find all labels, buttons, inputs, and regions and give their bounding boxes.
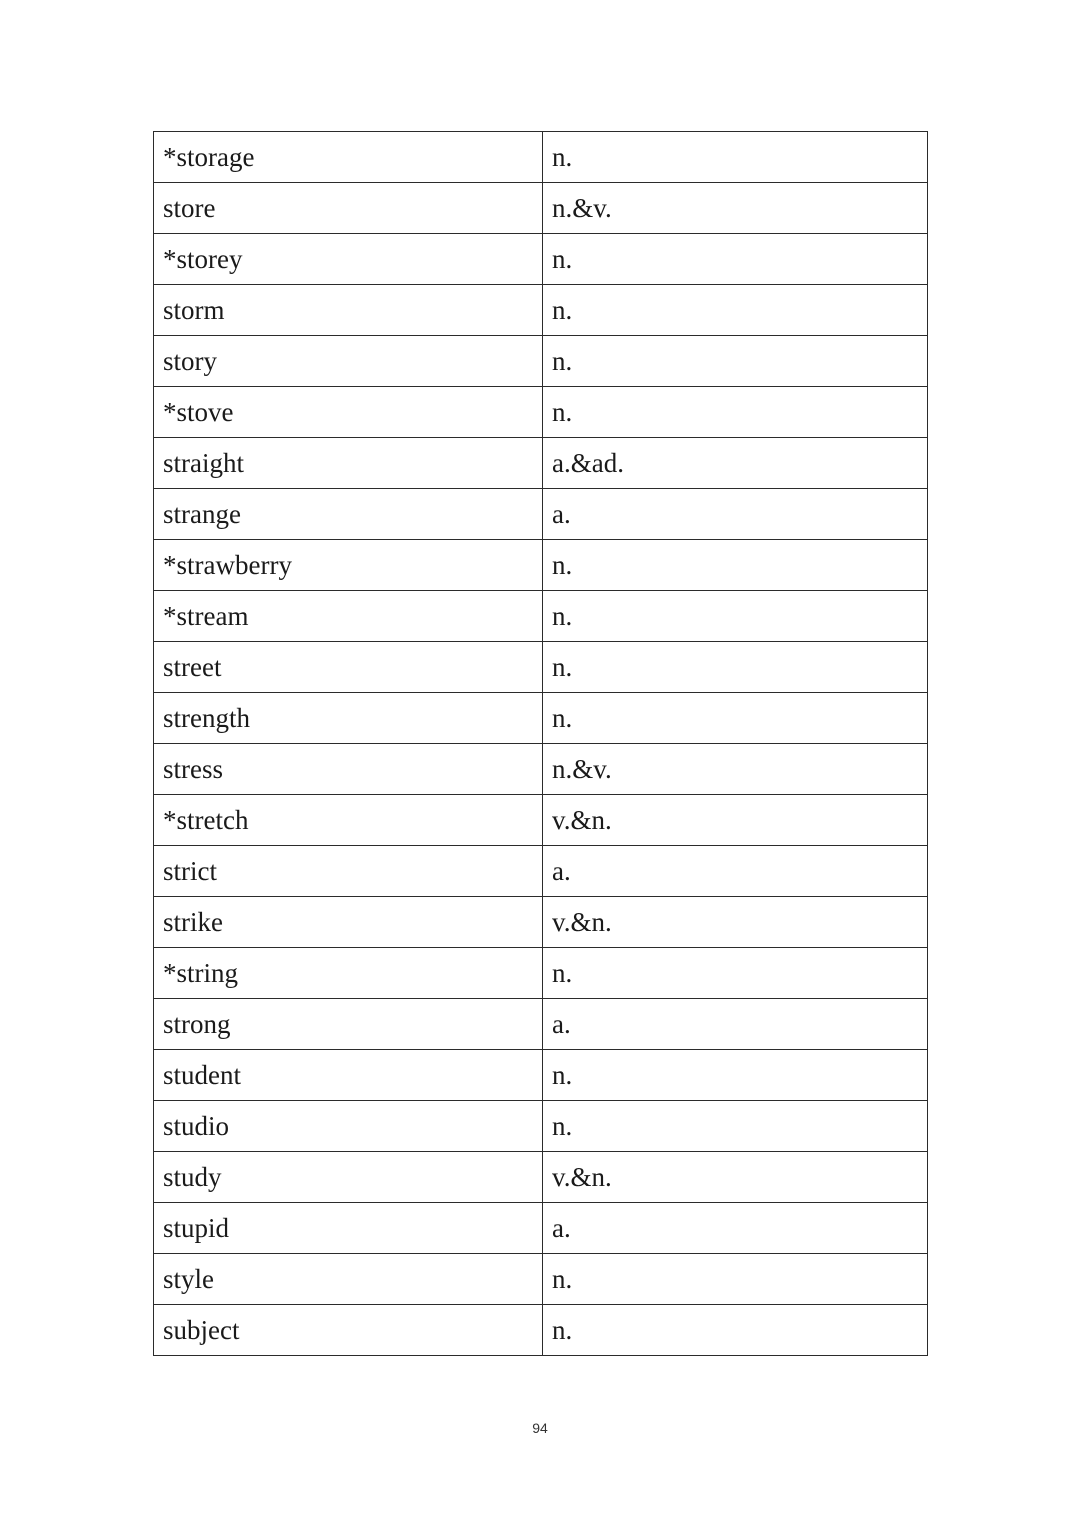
part-of-speech-cell: n.: [543, 1101, 928, 1152]
word-cell: strict: [154, 846, 543, 897]
part-of-speech-cell: n.: [543, 336, 928, 387]
word-cell: strength: [154, 693, 543, 744]
page-number: 94: [532, 1420, 548, 1436]
table-row: [154, 489, 928, 540]
word-cell: *stream: [154, 591, 543, 642]
word-cell: *stove: [154, 387, 543, 438]
table-row: [154, 744, 928, 795]
table-row: [154, 999, 928, 1050]
part-of-speech-cell: n.: [543, 387, 928, 438]
part-of-speech-cell: a.: [543, 999, 928, 1050]
table-row: [154, 234, 928, 285]
word-cell: strong: [154, 999, 543, 1050]
word-cell: *storey: [154, 234, 543, 285]
word-cell: straight: [154, 438, 543, 489]
table-row: [154, 948, 928, 999]
table-row: [154, 1254, 928, 1305]
table-row: [154, 897, 928, 948]
table-row: [154, 1050, 928, 1101]
word-cell: study: [154, 1152, 543, 1203]
word-cell: *strawberry: [154, 540, 543, 591]
part-of-speech-cell: n.: [543, 1050, 928, 1101]
part-of-speech-cell: n.: [543, 540, 928, 591]
part-of-speech-cell: n.: [543, 948, 928, 999]
word-cell: subject: [154, 1305, 543, 1356]
part-of-speech-cell: a.: [543, 1203, 928, 1254]
part-of-speech-cell: n.: [543, 132, 928, 183]
part-of-speech-cell: n.&v.: [543, 744, 928, 795]
part-of-speech-cell: n.&v.: [543, 183, 928, 234]
word-cell: strange: [154, 489, 543, 540]
part-of-speech-cell: v.&n.: [543, 1152, 928, 1203]
table-row: [154, 1203, 928, 1254]
part-of-speech-cell: v.&n.: [543, 897, 928, 948]
table-row: [154, 693, 928, 744]
table-row: [154, 795, 928, 846]
table-row: [154, 591, 928, 642]
table-row: [154, 642, 928, 693]
table-row: [154, 1305, 928, 1356]
table-row: [154, 285, 928, 336]
word-cell: *string: [154, 948, 543, 999]
part-of-speech-cell: a.: [543, 846, 928, 897]
table-row: [154, 183, 928, 234]
part-of-speech-cell: a.: [543, 489, 928, 540]
table-row: [154, 1152, 928, 1203]
table-row: [154, 336, 928, 387]
word-cell: *storage: [154, 132, 543, 183]
table-row: [154, 1101, 928, 1152]
table-row: [154, 438, 928, 489]
part-of-speech-cell: a.&ad.: [543, 438, 928, 489]
part-of-speech-cell: n.: [543, 1254, 928, 1305]
word-cell: street: [154, 642, 543, 693]
part-of-speech-cell: n.: [543, 693, 928, 744]
table-row: [154, 846, 928, 897]
vocabulary-table: [153, 131, 928, 1356]
word-cell: store: [154, 183, 543, 234]
word-cell: storm: [154, 285, 543, 336]
table-row: [154, 132, 928, 183]
part-of-speech-cell: n.: [543, 285, 928, 336]
part-of-speech-cell: n.: [543, 591, 928, 642]
table-row: [154, 540, 928, 591]
part-of-speech-cell: n.: [543, 234, 928, 285]
word-cell: stress: [154, 744, 543, 795]
word-cell: style: [154, 1254, 543, 1305]
part-of-speech-cell: n.: [543, 1305, 928, 1356]
word-cell: story: [154, 336, 543, 387]
part-of-speech-cell: n.: [543, 642, 928, 693]
word-cell: stupid: [154, 1203, 543, 1254]
word-cell: student: [154, 1050, 543, 1101]
word-cell: *stretch: [154, 795, 543, 846]
part-of-speech-cell: v.&n.: [543, 795, 928, 846]
table-row: [154, 387, 928, 438]
word-cell: studio: [154, 1101, 543, 1152]
word-cell: strike: [154, 897, 543, 948]
